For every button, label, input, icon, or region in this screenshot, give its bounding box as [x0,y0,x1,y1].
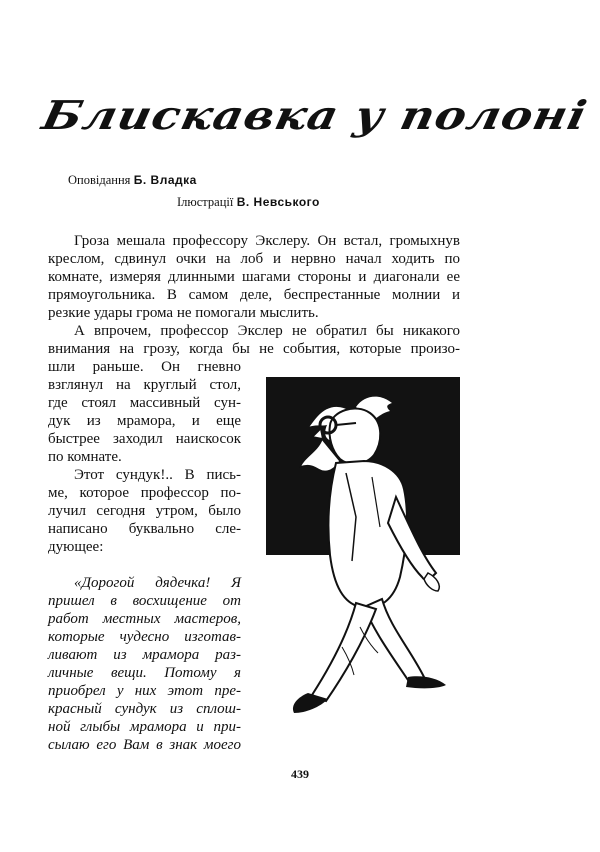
text-line: шли раньше. Он гневно [48,359,241,375]
letter-line: «Дорогой дядечка! Я [74,575,241,591]
story-byline [68,173,197,188]
letter-line: ливают из мрамора раз- [48,647,241,663]
head [329,409,380,464]
letter-line: работ местных мастеров, [48,611,241,627]
text-line: прямоугольника. В самом деле, беспрестанные молнии и [48,287,460,303]
letter-line: которые чудесно изготав- [48,629,241,645]
letter-line: красный сундук из сплош- [48,701,241,717]
letter-line: личные вещи. Потому я [48,665,241,681]
illustrations-label: Ілюстрації [177,195,234,209]
page-number: 439 [291,767,309,781]
illustration-byline [177,195,320,210]
letter-line: пришел в восхищение от [48,593,241,609]
text-line: взглянул на круглый стол, [48,377,241,393]
text-line: резкие удары грома не помогали мыслить. [48,305,319,321]
text-line: где стоял массивный сун- [48,395,241,411]
text-line: креслом, сдвинул очки на лоб и нервно начал ходить по [48,251,460,267]
text-line: быстрее заходил наискосок [48,431,241,447]
letter-line: приобрел у них этот пре- [48,683,241,699]
illustrator-name: В. Невського [236,195,320,209]
text-line: Этот сундук!.. В пись- [74,467,241,483]
letter-line: ной глыбы мрамора и при- [48,719,241,735]
story-label: Оповідання [68,173,131,187]
text-line: по комнате. [48,449,122,465]
text-line: Гроза мешала профессору Экслеру. Он встал, громыхнув [74,233,460,249]
text-line: дук из мрамора, и еще [48,413,241,429]
text-line: внимания на грозу, когда бы не события, которые произо- [48,341,460,357]
text-line: ме, которое профессор по- [48,485,241,501]
text-line: А впрочем, профессор Экслер не обратил бы никакого [74,323,460,339]
text-line: написано буквально сле- [48,521,241,537]
text-line: лучил сегодня утром, было [48,503,241,519]
text-line: комнате, измеряя длинными шагами стороны и диагонали ее [48,269,460,285]
back-shoe [406,676,446,688]
hand [424,573,439,591]
front-leg [312,603,376,701]
text-line: дующее: [48,539,104,555]
author-name: Б. Владка [133,173,197,187]
page-title: Блискавка у полоні [38,92,592,139]
letter-line: сылаю его Вам в знак моего [48,737,241,753]
professor-illustration [260,377,460,722]
